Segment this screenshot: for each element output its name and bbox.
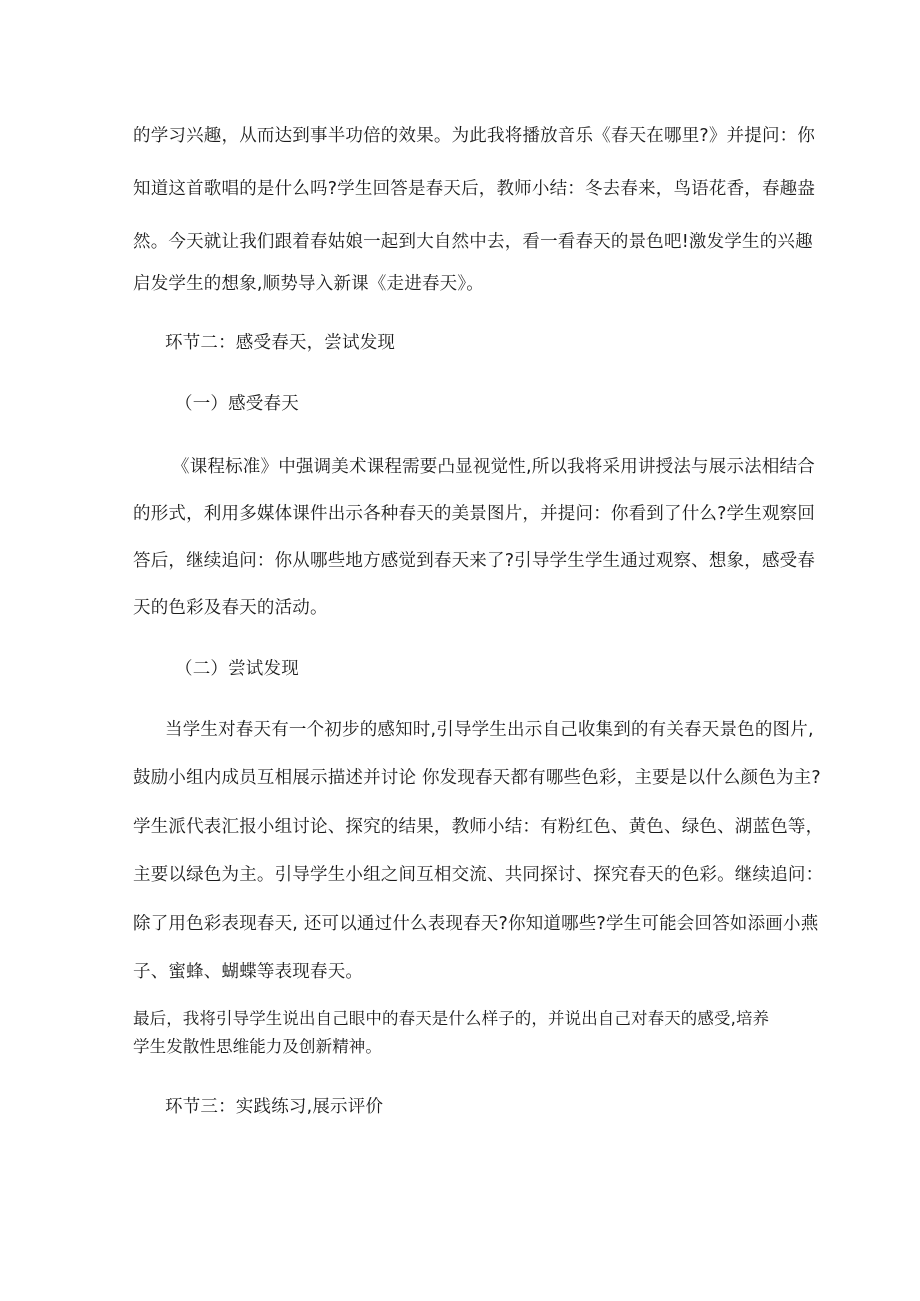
subsection-2-heading: （二）尝试发现 xyxy=(175,659,299,679)
paragraph-4-line-1: 最后，我将引导学生说出自己眼中的春天是什么样子的，并说出自己对春天的感受,培养 xyxy=(133,1009,770,1028)
paragraph-1-line-2: 知道这首歌唱的是什么吗?学生回答是春天后，教师小结：冬去春来，鸟语花香，春趣盎 xyxy=(133,179,816,199)
paragraph-1-line-3: 然。今天就让我们跟着春姑娘一起到大自然中去，看一看春天的景色吧!激发学生的兴趣 xyxy=(133,232,813,252)
paragraph-2-line-2: 的形式，利用多媒体课件出示各种春天的美景图片，并提问：你看到了什么?学生观察回 xyxy=(133,504,816,524)
paragraph-3-line-1: 当学生对春天有一个初步的感知时,引导学生出示自己收集到的有关春天景色的图片, xyxy=(165,720,814,740)
section-2-heading: 环节二：感受春天，尝试发现 xyxy=(165,333,396,353)
paragraph-2-line-4: 天的色彩及春天的活动。 xyxy=(133,598,328,618)
paragraph-3-line-2: 鼓励小组内成员互相展示描述并讨论 你发现春天都有哪些色彩，主要是以什么颜色为主? xyxy=(133,768,821,788)
paragraph-3-line-5: 除了用色彩表现春天, 还可以通过什么表现春天?你知道哪些?学生可能会回答如添画小燕 xyxy=(133,914,819,934)
paragraph-3-line-6: 子、蜜蜂、蝴蝶等表现春天。 xyxy=(133,962,364,982)
paragraph-2-line-1: 《课程标准》中强调美术课程需要凸显视觉性,所以我将采用讲授法与展示法相结合 xyxy=(172,457,815,477)
paragraph-3-line-4: 主要以绿色为主。引导学生小组之间互相交流、共同探讨、探究春天的色彩。继续追问： xyxy=(133,865,824,885)
section-3-heading: 环节三：实践练习,展示评价 xyxy=(165,1097,384,1117)
subsection-1-heading: （一）感受春天 xyxy=(175,394,299,414)
paragraph-4-line-2: 学生发散性思维能力及创新精神。 xyxy=(133,1037,382,1056)
paragraph-1-line-4: 启发学生的想象,顺势导入新课《走进春天》。 xyxy=(133,274,485,294)
paragraph-1-line-1: 的学习兴趣，从而达到事半功倍的效果。为此我将播放音乐《春天在哪里?》并提问：你 xyxy=(133,126,816,146)
paragraph-3-line-3: 学生派代表汇报小组讨论、探究的结果，教师小结：有粉红色、黄色、绿色、湖蓝色等， xyxy=(133,817,824,837)
paragraph-2-line-3: 答后，继续追问：你从哪些地方感觉到春天来了?引导学生学生通过观察、想象，感受春 xyxy=(133,551,816,571)
